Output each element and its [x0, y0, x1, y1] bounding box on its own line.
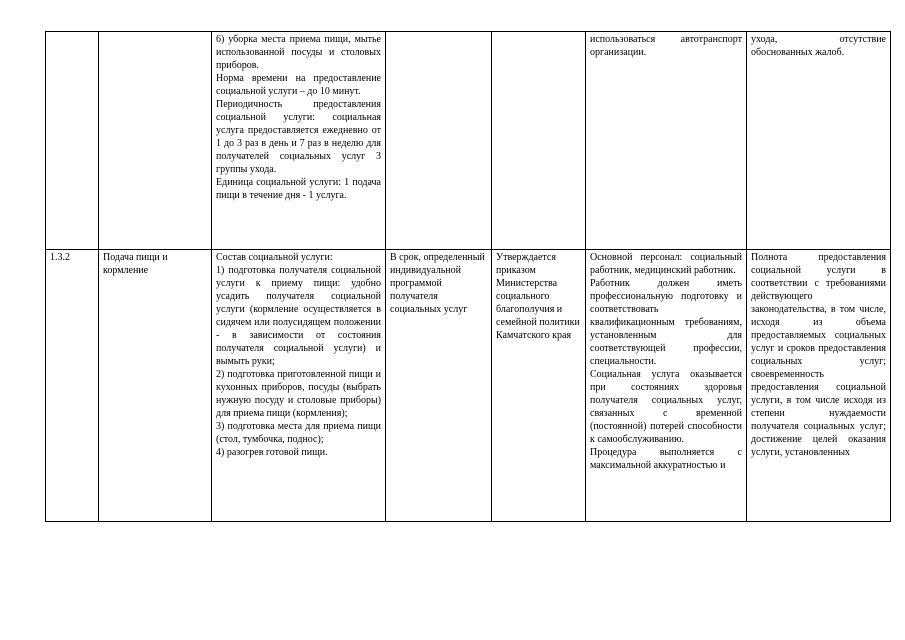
conditions-paragraph: Основной персонал: социальный работник, медицинский работник.	[590, 252, 742, 276]
cell-service-name: Подача пищи и кормление	[99, 250, 212, 522]
cell-number: 1.3.2	[46, 250, 99, 522]
cell-conditions	[586, 32, 747, 250]
content-paragraph: Норма времени на предоставление социальной услуги – до 10 минут.	[216, 73, 381, 97]
content-paragraph: Единица социальной услуги: 1 подача пищи в течение дня - 1 услуга.	[216, 177, 381, 201]
content-paragraph: 3) подготовка места для приема пищи (стол, тумбочка, поднос);	[216, 421, 381, 445]
content-paragraph: 6) уборка места приема пищи, мытье использованной посуды и столовых приборов.	[216, 34, 381, 71]
cell-number	[46, 32, 99, 250]
content-paragraph: Состав социальной услуги:	[216, 252, 333, 263]
content-paragraph: 2) подготовка приготовленной пищи и кухонных приборов, посуды (выбрать нужную посуду и столовые приборы) для приема пищи (кормления);	[216, 369, 381, 419]
cell-tariff	[492, 32, 586, 250]
table-row	[46, 32, 891, 250]
cell-service-content	[212, 32, 386, 250]
conditions-paragraph: Работник должен иметь профессиональную подготовку и соответствовать квалификационным требованиям, установленным для соответствующей профессии, специальности.	[590, 278, 742, 367]
content-paragraph: 1) подготовка получателя социальной услуги к приему пищи: удобно усадить получателя социальной услуги (кормление осуществляется в сидячем или полусидящем положении - в зависимости от состояния получателя социальной услуги) и вымыть руки;	[216, 265, 381, 367]
cell-service-name	[99, 32, 212, 250]
conditions-paragraph: Процедура выполняется с максимальной аккуратностью и	[590, 447, 742, 471]
cell-term: В срок, определенный индивидуальной программой получателя социальных услуг	[386, 250, 492, 522]
conditions-paragraph: использоваться автотранспорт организации.	[590, 34, 742, 58]
content-paragraph: 4) разогрев готовой пищи.	[216, 447, 328, 458]
cell-indicators	[747, 250, 891, 522]
cell-conditions	[586, 250, 747, 522]
indicators-paragraph: Полнота предоставления социальной услуги в соответствии с требованиями действующего законодательства, в том числе, исходя из объема предоставляемых социальных услуг и сроков предоставления социальных услуг; своевременность предоставления социальной услуги, в том числе исходя из степени нуждаемости получателя социальных услуг; достижение целей оказания услуги, установленных	[751, 252, 886, 458]
table-row	[46, 250, 891, 522]
cell-service-content	[212, 250, 386, 522]
services-table	[45, 31, 891, 522]
conditions-paragraph: Социальная услуга оказывается при состояниях здоровья получателя социальных услуг, связанных с временной (постоянной) потерей способности к самообслуживанию.	[590, 369, 742, 445]
content-paragraph: Периодичность предоставления социальной услуги: социальная услуга предоставляется ежедневно от 1 до 3 раз в день и 7 раз в неделю для получателей социальных услуг 3 группы ухода.	[216, 99, 381, 175]
cell-tariff: Утверждается приказом Министерства социального благополучия и семейной политики Камчатского края	[492, 250, 586, 522]
cell-term	[386, 32, 492, 250]
indicators-paragraph: ухода, отсутствие обоснованных жалоб.	[751, 34, 886, 58]
cell-indicators	[747, 32, 891, 250]
